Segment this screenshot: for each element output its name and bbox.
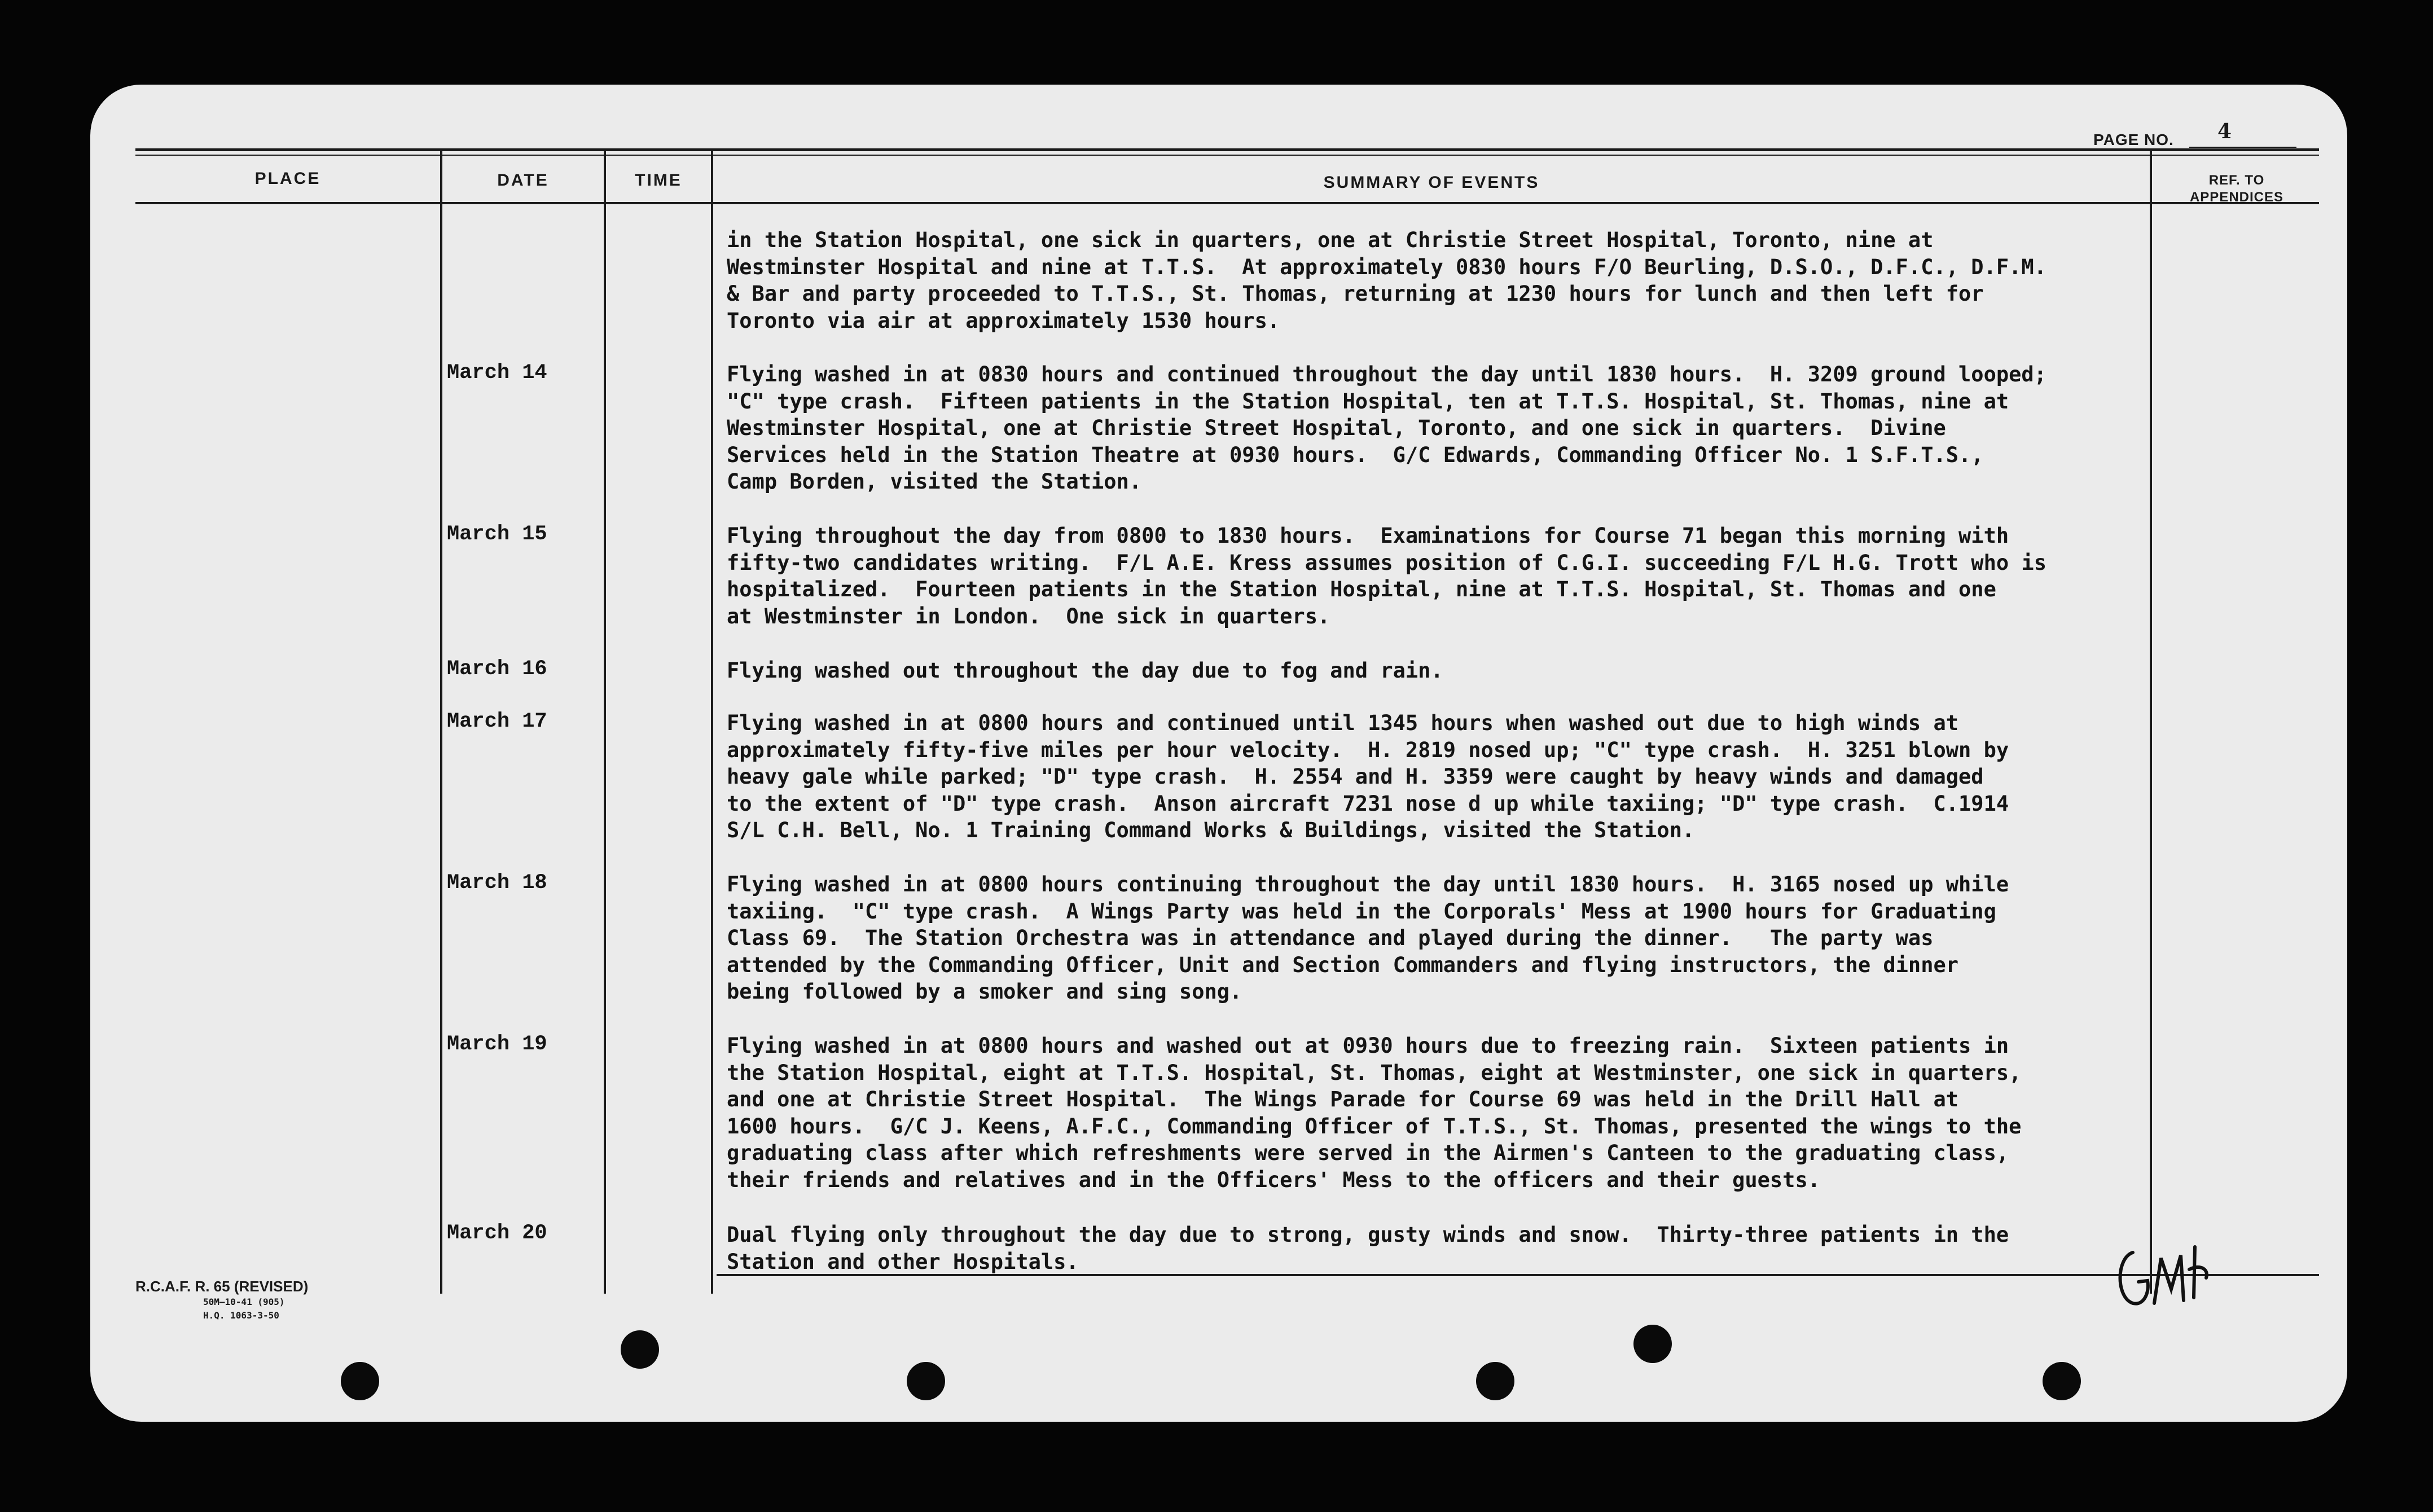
entry-march-16: Flying washed out throughout the day due to fog and rain.: [727, 658, 1443, 683]
entry-march-14: Flying washed in at 0830 hours and continued throughout the day until 1830 hours. H. 3209 ground looped; "C" type crash. Fifteen patients in the Station Hospital, ten at T.T.S. Hospital, St. Thomas, nine at Westminster Hospital, one at Christie Street Hospital, Toronto, and one sick in quarters. Divine Services held in the Station Theatre at 0930 hours. G/C Edwards, Commanding Officer No. 1 S.F.T.S., Camp Borden, visited the Station.: [727, 362, 2046, 494]
binder-hole: [621, 1330, 659, 1369]
date-march-20: March 20: [447, 1221, 547, 1245]
column-header-ref: REF. TO APPENDICES: [2189, 173, 2284, 205]
binder-hole: [2043, 1362, 2081, 1400]
binder-hole: [341, 1362, 379, 1400]
binder-hole: [907, 1362, 945, 1400]
binder-hole: [1633, 1325, 1672, 1363]
entry-march-19: Flying washed in at 0800 hours and washed out at 0930 hours due to freezing rain. Sixteen patients in the Station Hospital, eight at T.T.S. Hospital, St. Thomas, eight at Westminster, one sick in quarters, and one at Christie Street Hospital. The Wings Parade for Course 69 was held in the Drill Hall at 1600 hours. G/C J. Keens, A.F.C., Commanding Officer of T.T.S., St. Thomas, presented the wings to the graduating class after which refreshments were served in the Airmen's Canteen to the graduating class, their friends and relatives and in the Officers' Mess to the officers and their guests.: [727, 1034, 2022, 1192]
entry-march-20: Dual flying only throughout the day due to strong, gusty winds and snow. Thirty-three patients in the Station and other Hospitals.: [727, 1223, 2009, 1274]
entry-march-17: Flying washed in at 0800 hours and continued until 1345 hours when washed out due to high winds at approximately fifty-five miles per hour velocity. H. 2819 nosed up; "C" type crash. H. 3251 blown by heavy gale while parked; "D" type crash. H. 2554 and H. 3359 were caught by heavy winds and damaged to the extent of "D" type crash. Anson aircraft 7231 nose d up while taxiing; "D" type crash. C.1914 S/L C.H. Bell, No. 1 Training Command Works & Buildings, visited the Station.: [727, 711, 2009, 842]
column-header-summary: SUMMARY OF EVENTS: [1323, 173, 1540, 192]
entry-march-15: Flying throughout the day from 0800 to 1830 hours. Examinations for Course 71 began this morning with fifty-two candidates writing. F/L A.E. Kress assumes position of C.G.I. succeeding F/L H.G. Trott who is hospitalized. Fourteen patients in the Station Hospital, nine at T.T.S. Hospital, St. Thomas and one at Westminster in London. One sick in quarters.: [727, 524, 2046, 628]
date-march-19: March 19: [447, 1032, 547, 1056]
print-code-1: 50M—10-41 (905): [203, 1296, 285, 1307]
date-march-17: March 17: [447, 710, 547, 733]
signature-initials: [2110, 1236, 2223, 1320]
page-number-label: PAGE NO.: [2093, 131, 2174, 148]
date-march-15: March 15: [447, 522, 547, 546]
entry-march-18: Flying washed in at 0800 hours continuing throughout the day until 1830 hours. H. 3165 nosed up while taxiing. "C" type crash. A Wings Party was held in the Corporals' Mess at 1900 hours for Graduating Class 69. The Station Orchestra was in attendance and played during the dinner. The party was attended by the Commanding Officer, Unit and Section Commanders and flying instructors, the dinner being followed by a smoker and sing song.: [727, 872, 2009, 1004]
header-bottom-rule: [135, 202, 2319, 204]
top-rule-thin: [135, 155, 2319, 156]
binder-hole: [1476, 1362, 1514, 1400]
page-number-underline: [2189, 147, 2296, 148]
entry-continued-march-13: in the Station Hospital, one sick in quarters, one at Christie Street Hospital, Toronto, nine at Westminster Hospital and nine at T.T.S. At approximately 0830 hours F/O Beurling, D.S.O., D.F.C., D.F.M. & Bar and party proceeded to T.T.S., St. Thomas, returning at 1230 hours for lunch and then left for Toronto via air at approximately 1530 hours.: [727, 228, 2046, 333]
date-march-14: March 14: [447, 361, 547, 385]
date-march-18: March 18: [447, 871, 547, 895]
column-divider-place: [440, 148, 442, 1294]
column-header-date: DATE: [497, 171, 549, 190]
page-number-value: 4: [2217, 120, 2234, 143]
form-id: R.C.A.F. R. 65 (REVISED): [135, 1278, 309, 1295]
diary-page-card: [90, 85, 2347, 1422]
date-march-16: March 16: [447, 657, 547, 681]
top-rule: [135, 148, 2319, 151]
column-divider-time: [711, 148, 713, 1294]
column-header-place: PLACE: [254, 169, 321, 188]
print-code-2: H.Q. 1063-3-50: [203, 1310, 279, 1321]
column-header-time: TIME: [635, 171, 682, 190]
